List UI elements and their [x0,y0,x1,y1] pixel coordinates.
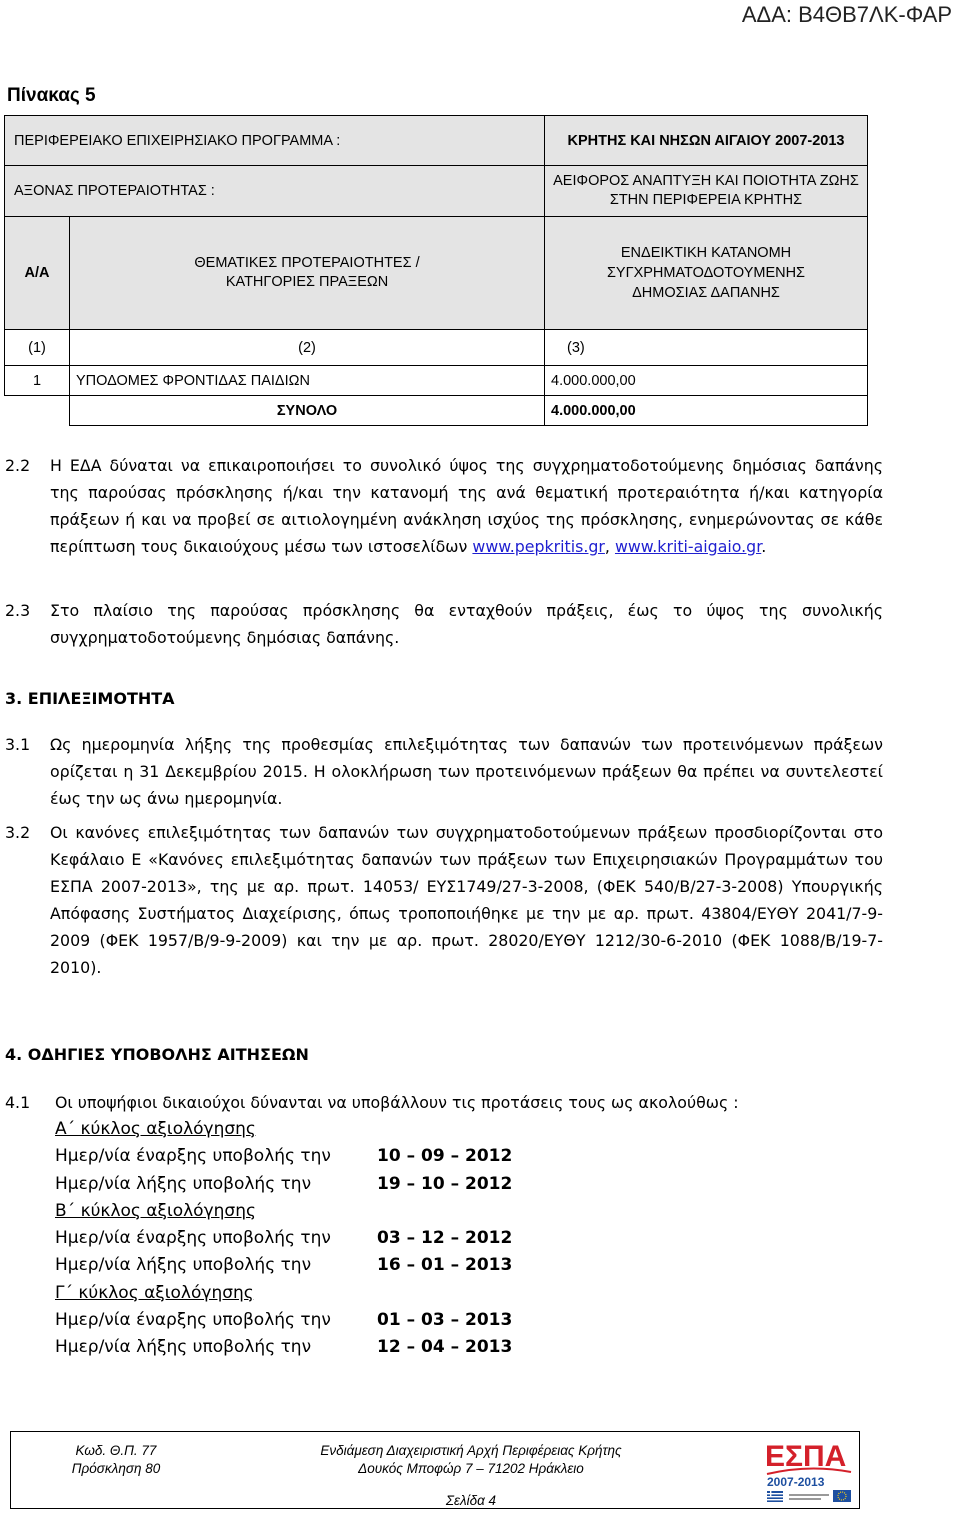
col-allocation: ΕΝΔΕΙΚΤΙΚΗ ΚΑΤΑΝΟΜΗ ΣΥΓΧΡΗΜΑΤΟΔΟΤΟΥΜΕΝΗΣ ΔΗΜΟΣΙΑΣ ΔΑΠΑΝΗΣ [545,217,868,330]
cycle-a-end: Ημερ/νία λήξης υποβολής την 19 – 10 – 2012 [55,1173,513,1194]
axis-value: ΑΕΙΦΟΡΟΣ ΑΝΑΠΤΥΞΗ ΚΑΙ ΠΟΙΟΤΗΤΑ ΖΩΗΣ ΣΤΗΝ ΠΕΡΙΦΕΡΕΙΑ ΚΡΗΤΗΣ [545,166,868,217]
paragraph-2-3 [5,597,883,651]
section-4-heading: 4. ΟΔΗΓΙΕΣ ΥΠΟΒΟΛΗΣ ΑΙΤΗΣΕΩΝ [5,1045,309,1064]
program-label: ΠΕΡΙΦΕΡΕΙΑΚΟ ΕΠΙΧΕΙΡΗΣΙΑΚΟ ΠΡΟΓΡΑΜΜΑ : [5,116,545,166]
program-value: ΚΡΗΤΗΣ ΚΑΙ ΝΗΣΩΝ ΑΙΓΑΙΟΥ 2007-2013 [545,116,868,166]
para-number: 2.2 [5,456,31,475]
cycles-list [55,1116,755,1362]
total-label: ΣΥΝΟΛΟ [70,396,545,426]
cycle-c-title: Γ΄ κύκλος αξιολόγησης [55,1282,254,1303]
para-text: Οι κανόνες επιλεξιμότητας των δαπανών των συγχρηματοδοτούμενων πράξεων προσδιορίζονται στο Κεφάλαιο Ε «Κανόνες επιλεξιμότητας δαπανών των πράξεων των Επιχειρησιακών Προγραμμάτων του ΕΣΠΑ 2007-2013», της με αρ. πρωτ. 14053/ ΕΥΣ1749/27-3-2008, (ΦΕΚ 540/Β/27-3-2008) Υπουργικής Απόφασης Συστήματος Διαχείρισης, όπως τροποποιήθηκε με την με αρ. πρωτ. 43804/ΕΥΘΥ 2041/7-9-2009 (ΦΕΚ 1957/Β/9-9-2009) και την με αρ. πρωτ. 28020/ΕΥΘΥ 1212/30-6-2010 (ΦΕΚ 1088/Β/19-7-2010). [50,823,883,977]
logo-years: 2007-2013 [767,1475,825,1489]
paragraph-4-1 [5,1089,883,1116]
table-title: Πίνακας 5 [7,85,96,106]
row-value: 4.000.000,00 [545,366,868,396]
footer-address: Δουκός Μποφώρ 7 – 71202 Ηράκλειο [358,1461,584,1476]
page-footer [10,1431,860,1509]
idx-3: (3) [545,330,868,366]
paragraph-2-2 [5,452,883,560]
cycle-a-start: Ημερ/νία έναρξης υποβολής την 10 – 09 – 2012 [55,1146,513,1167]
para-number: 4.1 [5,1093,31,1112]
footer-code: Κωδ. Θ.Π. 77 [75,1443,157,1458]
cycle-b-start: Ημερ/νία έναρξης υποβολής την 03 – 12 – 2012 [55,1228,513,1249]
col-aa: Α/Α [5,217,70,330]
cycle-b-title: Β΄ κύκλος αξιολόγησης [55,1200,256,1221]
footer-invitation: Πρόσκληση 80 [71,1461,161,1476]
row-name: ΥΠΟΔΟΜΕΣ ΦΡΟΝΤΙΔΑΣ ΠΑΙΔΙΩΝ [70,366,545,396]
footer-authority: Ενδιάμεση Διαχειριστική Αρχή Περιφέρειας Κρήτης [320,1443,622,1458]
col-themes: ΘΕΜΑΤΙΚΕΣ ΠΡΟΤΕΡΑΙΟΤΗΤΕΣ / ΚΑΤΗΓΟΡΙΕΣ ΠΡΑΞΕΩΝ [70,217,545,330]
cycle-a-title: Α΄ κύκλος αξιολόγησης [55,1119,256,1139]
link-kriti-aigaio[interactable]: www.kriti-aigaio.gr [614,537,762,556]
total-value: 4.000.000,00 [545,396,868,426]
para-number: 2.3 [5,601,31,620]
row-number: 1 [5,366,70,396]
para-text: Ως ημερομηνία λήξης της προθεσμίας επιλεξιμότητας των δαπανών των προτεινόμενων πράξεων ορίζεται η 31 Δεκεμβρίου 2015. Η ολοκλήρωση των προτεινόμενων πράξεων θα πρέπει να συντελεστεί έως την ως άνω ημερομηνία. [50,735,883,808]
allocation-table [4,115,868,426]
section-3-heading: 3. ΕΠΙΛΕΞΙΜΟΤΗΤΑ [5,689,175,708]
para-end: . [761,537,767,556]
cycle-c-start: Ημερ/νία έναρξης υποβολής την 01 – 03 – 2013 [55,1310,513,1331]
footer-page-number: Σελίδα 4 [445,1493,497,1508]
para-text: Οι υποψήφιοι δικαιούχοι δύνανται να υποβάλλουν τις προτάσεις τους ως ακολούθως : [55,1093,739,1112]
link-separator: , [604,537,610,556]
ada-code: ΑΔΑ: Β4ΘΒ7ΛΚ-ΦΑΡ [741,2,952,27]
axis-label: ΑΞΟΝΑΣ ΠΡΟΤΕΡΑΙΟΤΗΤΑΣ : [5,166,545,217]
paragraph-3-2 [5,819,883,981]
para-text: Στο πλαίσιο της παρούσας πρόσκλησης θα ενταχθούν πράξεις, έως το ύψος της συνολικής συγχρηματοδοτούμενης δημόσιας δαπάνης. [50,601,883,647]
para-text: Η ΕΔΑ δύναται να επικαιροποιήσει το συνολικό ύψος της συγχρηματοδοτούμενης δημόσιας δαπάνης της παρούσας πρόσκλησης ή/και την κατανομή της ανά θεματική προτεραιότητα ή/και κατηγορία πράξεων ή και να προβεί σε αιτιολογημένη ανάκληση ισχύος της πρόσκλησης, ενημερώνοντας σε κάθε περίπτωση τους δικαιούχους μέσω των ιστοσελίδων [50,456,883,556]
para-number: 3.2 [5,823,31,842]
logo-text: ΕΣΠΑ [765,1440,847,1473]
idx-1: (1) [5,330,70,366]
paragraph-3-1 [5,731,883,812]
eu-flag-icon [833,1490,851,1502]
total-row [5,396,868,426]
link-pepkritis[interactable]: www.pepkritis.gr [472,537,605,556]
idx-2: (2) [70,330,545,366]
espa-logo [759,1434,859,1506]
para-number: 3.1 [5,735,31,754]
table-row [5,366,868,396]
cycle-c-end: Ημερ/νία λήξης υποβολής την 12 – 04 – 2013 [55,1337,513,1358]
cycle-b-end: Ημερ/νία λήξης υποβολής την 16 – 01 – 2013 [55,1255,513,1276]
